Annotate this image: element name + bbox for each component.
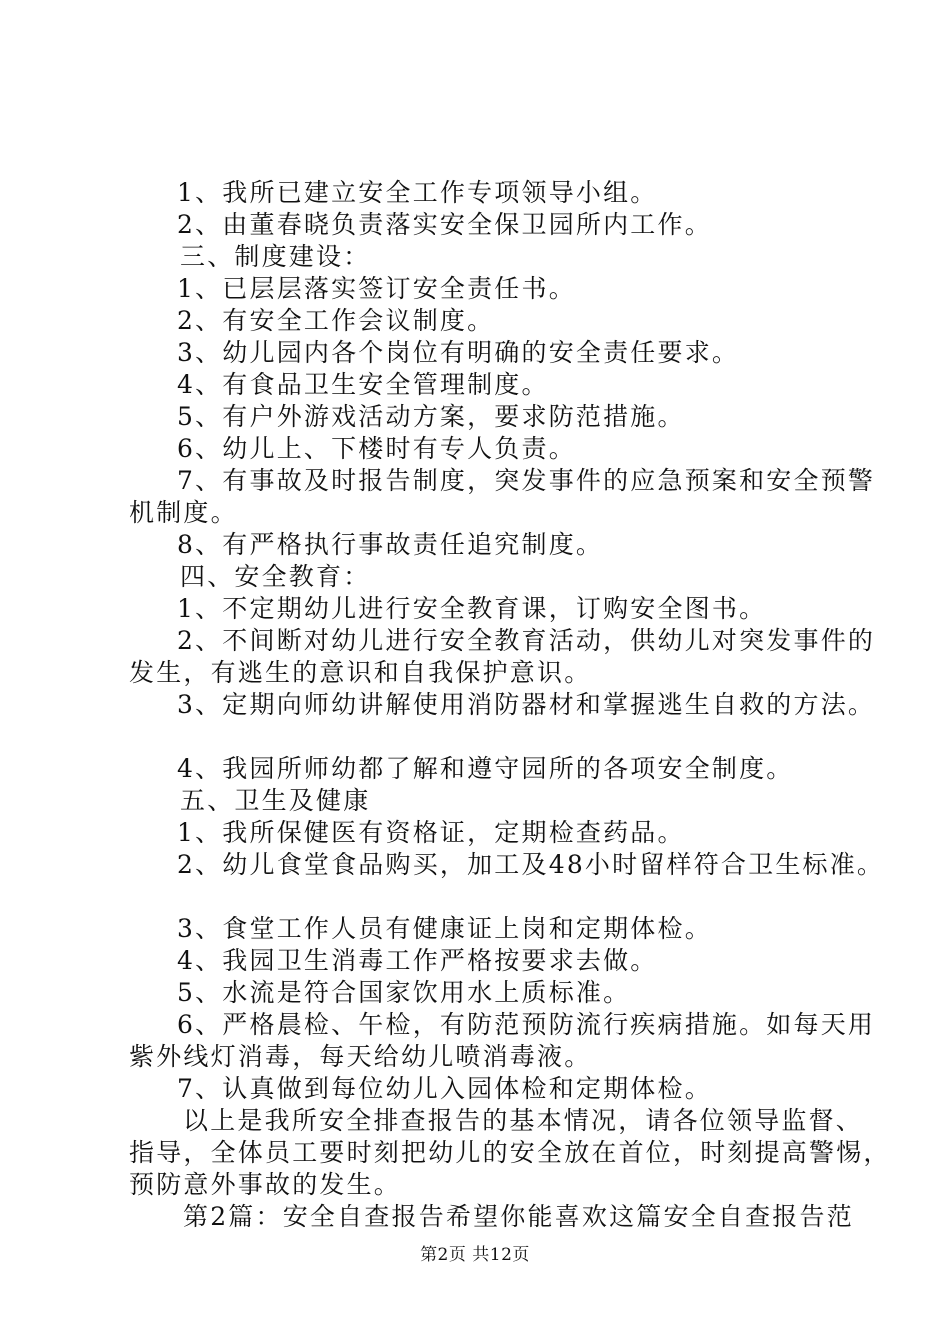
text-line: 6、严格晨检、午检，有防范预防流行疾病措施。如每天用 bbox=[177, 1010, 876, 1039]
text-line: 2、有安全工作会议制度。 bbox=[177, 306, 495, 335]
text-line: 3、食堂工作人员有健康证上岗和定期体检。 bbox=[177, 914, 712, 943]
text-line: 2、由董春晓负责落实安全保卫园所内工作。 bbox=[177, 210, 712, 239]
text-line: 以上是我所安全排查报告的基本情况，请各位领导监督、 bbox=[183, 1106, 864, 1135]
text-line: 4、我园所师幼都了解和遵守园所的各项安全制度。 bbox=[177, 754, 794, 783]
text-line: 发生，有逃生的意识和自我保护意识。 bbox=[129, 658, 592, 687]
text-line: 7、认真做到每位幼儿入园体检和定期体检。 bbox=[177, 1074, 712, 1103]
text-line: 机制度。 bbox=[129, 498, 238, 527]
text-line: 1、我所保健医有资格证，定期检查药品。 bbox=[177, 818, 685, 847]
text-line: 1、已层层落实签订安全责任书。 bbox=[177, 274, 576, 303]
text-line: 3、幼儿园内各个岗位有明确的安全责任要求。 bbox=[177, 338, 740, 367]
section-heading: 四、安全教育： bbox=[180, 562, 371, 591]
text-line: 紫外线灯消毒，每天给幼儿喷消毒液。 bbox=[129, 1042, 592, 1071]
text-line: 5、有户外游戏活动方案，要求防范措施。 bbox=[177, 402, 685, 431]
text-line: 5、水流是符合国家饮用水上质标准。 bbox=[177, 978, 631, 1007]
section-heading: 五、卫生及健康 bbox=[180, 786, 371, 815]
text-line: 预防意外事故的发生。 bbox=[129, 1170, 402, 1199]
text-line: 1、不定期幼儿进行安全教育课，订购安全图书。 bbox=[177, 594, 767, 623]
text-line: 指导，全体员工要时刻把幼儿的安全放在首位，时刻提高警惕， bbox=[129, 1138, 891, 1167]
text-line: 3、定期向师幼讲解使用消防器材和掌握逃生自救的方法。 bbox=[177, 690, 876, 719]
section-heading: 三、制度建设： bbox=[180, 242, 371, 271]
text-line: 2、不间断对幼儿进行安全教育活动，供幼儿对突发事件的 bbox=[177, 626, 876, 655]
page-number-footer: 第2页 共12页 bbox=[420, 1245, 530, 1265]
text-line: 6、幼儿上、下楼时有专人负责。 bbox=[177, 434, 576, 463]
text-line: 4、我园卫生消毒工作严格按要求去做。 bbox=[177, 946, 658, 975]
text-line: 第2篇：安全自查报告希望你能喜欢这篇安全自查报告范 bbox=[183, 1202, 854, 1231]
text-line: 4、有食品卫生安全管理制度。 bbox=[177, 370, 549, 399]
text-line: 1、我所已建立安全工作专项领导小组。 bbox=[177, 178, 658, 207]
text-line: 2、幼儿食堂食品购买，加工及48小时留样符合卫生标准。 bbox=[177, 850, 885, 879]
text-line: 7、有事故及时报告制度，突发事件的应急预案和安全预警 bbox=[177, 466, 876, 495]
text-line: 8、有严格执行事故责任追究制度。 bbox=[177, 530, 604, 559]
